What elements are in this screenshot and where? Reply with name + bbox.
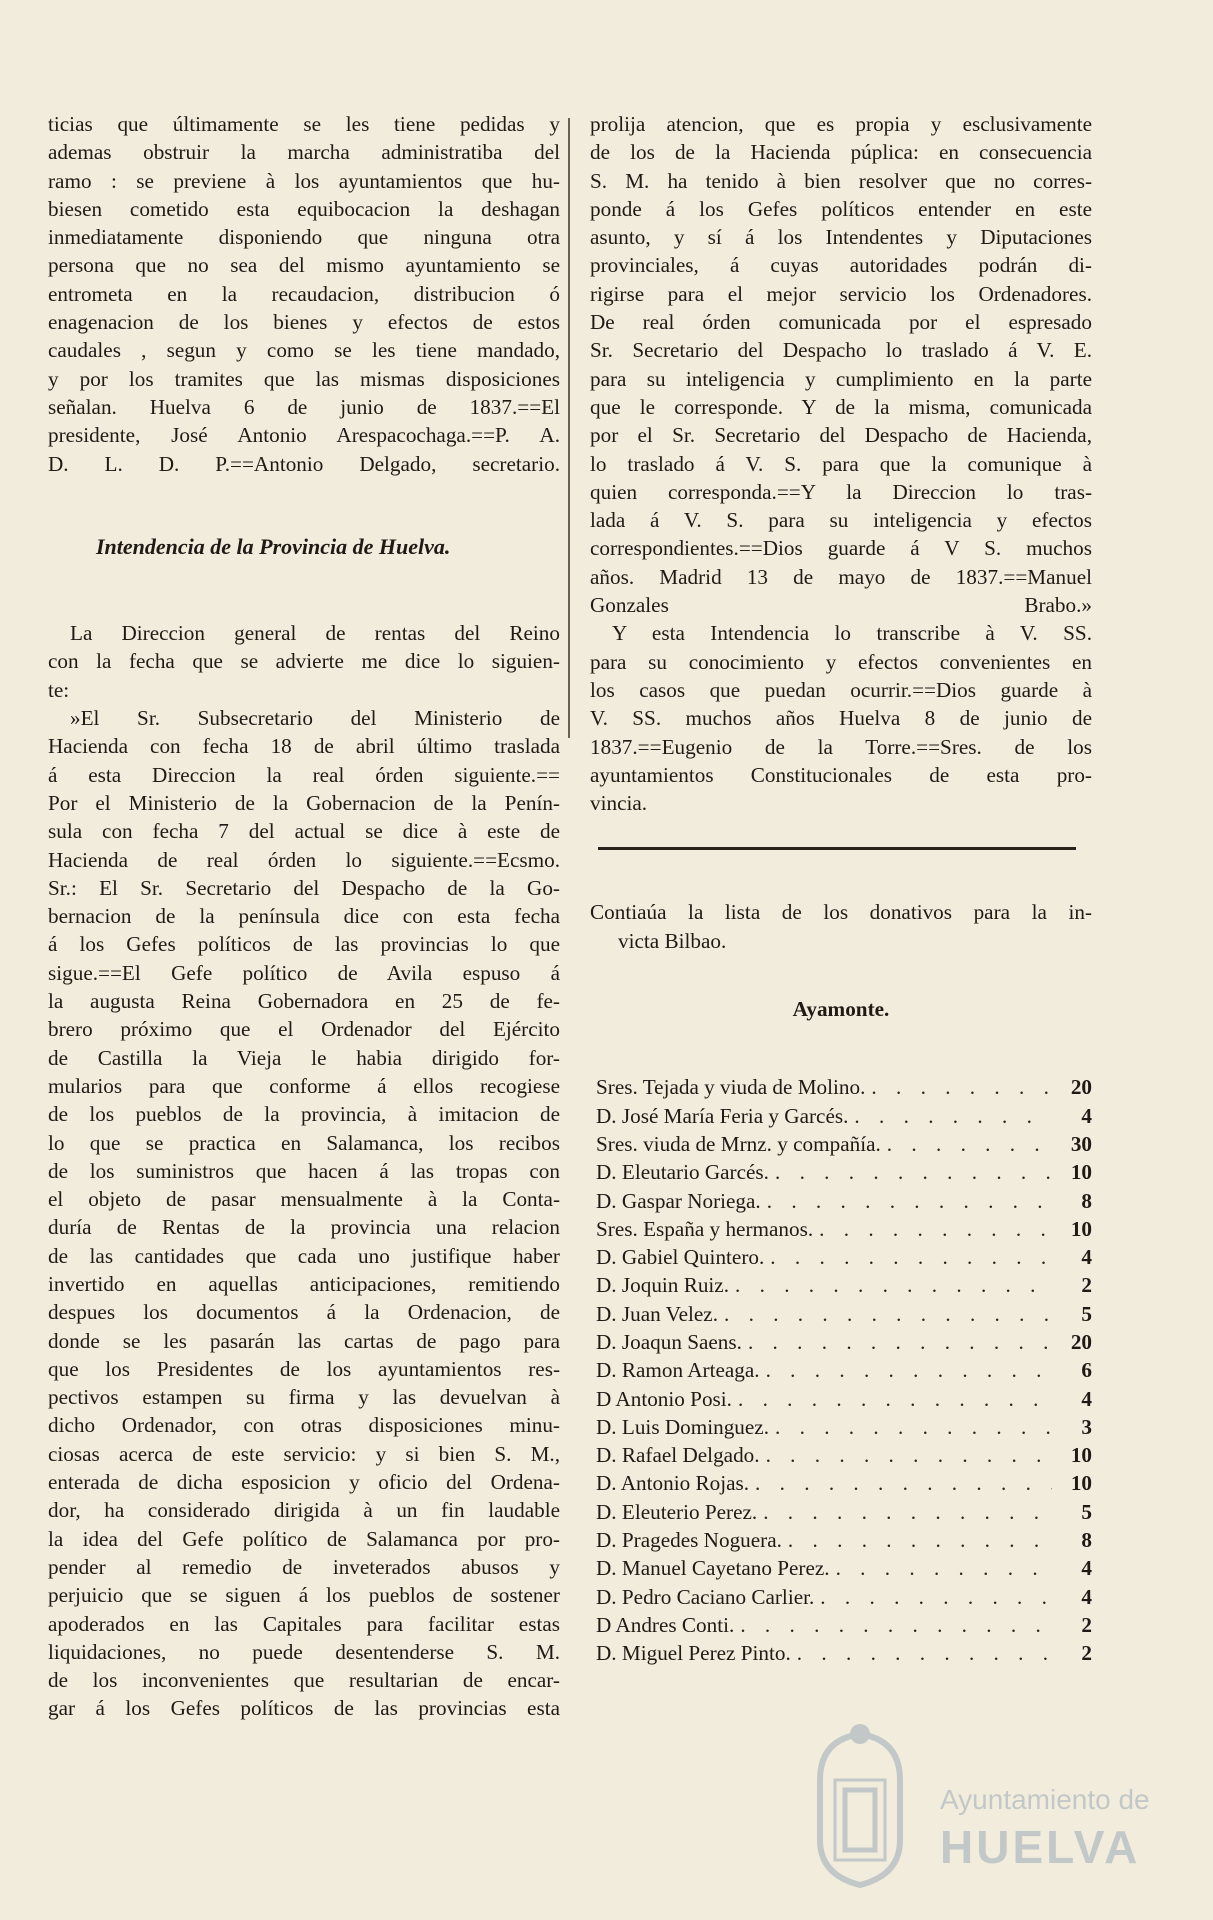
donor-amount: 10: [1070, 1216, 1092, 1241]
text-line: 1837.==Eugenio de la Torre.==Sres. de los: [590, 734, 1092, 759]
leader-dots: [729, 1271, 1052, 1299]
text-line: con la fecha que se advierte me dice lo siguien-: [48, 649, 560, 674]
donor-name: D. Pedro Caciano Carlier.: [596, 1584, 815, 1609]
text-line: »El Sr. Subsecretario del Ministerio de: [70, 706, 560, 731]
text-line: la augusta Reina Gobernadora en 25 de fe-: [48, 989, 560, 1014]
text-line: dicho Ordenador, con otras disposiciones minu-: [48, 1413, 560, 1438]
donor-amount: 8: [1081, 1188, 1092, 1213]
text-line: despues los documentos á la Ordenacion, de: [48, 1300, 560, 1325]
donor-row: [596, 1611, 1092, 1639]
donor-amount: 4: [1081, 1103, 1092, 1128]
text-line: señalan. Huelva 6 de junio de 1837.==El: [48, 394, 560, 419]
leader-dots: [757, 1498, 1052, 1526]
text-line: gar á los Gefes políticos de las provincias esta: [48, 1696, 560, 1721]
donations-heading: [590, 898, 1092, 955]
text-line: la idea del Gefe político de Salamanca por pro-: [48, 1526, 560, 1551]
donor-name: D. Rafael Delgado.: [596, 1443, 760, 1468]
text-line: enagenacion de los bienes y efectos de estos: [48, 310, 560, 335]
donor-name: D. Juan Velez.: [596, 1301, 718, 1326]
text-line: perjuicio que se siguen á los pueblos de sostener: [48, 1583, 560, 1608]
donor-amount: 2: [1081, 1641, 1092, 1666]
text-line: Sr.: El Sr. Secretario del Despacho de la Go-: [48, 875, 560, 900]
donor-name: D. Antonio Rojas.: [596, 1471, 750, 1496]
donor-name: D Antonio Posi.: [596, 1386, 732, 1411]
left-paragraph-3: [48, 704, 560, 1723]
donor-name: D Andres Conti.: [596, 1612, 735, 1637]
left-paragraph-2: [48, 619, 560, 704]
text-line: Hacienda con fecha 18 de abril último traslada: [48, 734, 560, 759]
right-paragraph-2: [590, 619, 1092, 817]
text-line: de los inconvenientes que resultarian de encar-: [48, 1668, 560, 1693]
text-line: De real órden comunicada por el espresado: [590, 310, 1092, 335]
text-line: para su conocimiento y efectos convenientes en: [590, 649, 1092, 674]
town-heading: Ayamonte.: [792, 997, 890, 1022]
donor-amount: 5: [1081, 1301, 1092, 1326]
text-line: á los Gefes políticos de las provincias lo que: [48, 932, 560, 957]
leader-dots: [769, 1158, 1052, 1186]
donor-name: D. Manuel Cayetano Perez.: [596, 1556, 830, 1581]
donor-name: D. Joquin Ruiz.: [596, 1273, 730, 1298]
text-line: sigue.==El Gefe político de Avila espuso á: [48, 960, 560, 985]
text-line: vincia.: [590, 791, 648, 816]
donor-amount: 4: [1081, 1584, 1092, 1609]
leader-dots: [764, 1243, 1052, 1271]
text-line: inmediatamente disponiendo que ninguna otra: [48, 225, 560, 250]
text-line: de las cantidades que cada uno justifique haber: [48, 1243, 560, 1268]
donor-amount: 30: [1070, 1131, 1092, 1156]
section-heading: Intendencia de la Provincia de Huelva.: [96, 533, 451, 559]
text-line: liquidaciones, no puede desentenderse S. M.: [48, 1639, 560, 1664]
donor-row: [596, 1413, 1092, 1441]
leader-dots: [791, 1639, 1052, 1667]
donor-name: D. Eleuterio Perez.: [596, 1499, 758, 1524]
leader-dots: [814, 1583, 1052, 1611]
donor-row: [596, 1073, 1092, 1101]
text-line: correspondientes.==Dios guarde á V S. muchos: [590, 536, 1092, 561]
donor-name: Sres. viuda de Mrnz. y compañía.: [596, 1131, 881, 1156]
leader-dots: [749, 1469, 1052, 1497]
text-line: presidente, José Antonio Arespacochaga.==P. A.: [48, 423, 560, 448]
donor-amount: 3: [1081, 1414, 1092, 1439]
text-line: pectivos estampen su firma y las devuelvan à: [48, 1385, 560, 1410]
text-line: para su inteligencia y cumplimiento en la parte: [590, 366, 1092, 391]
leader-dots: [761, 1187, 1052, 1215]
donor-row: [596, 1583, 1092, 1611]
donor-name: D. Gabiel Quintero.: [596, 1245, 765, 1270]
donor-row: [596, 1130, 1092, 1158]
leader-dots: [813, 1215, 1052, 1243]
text-line: que le corresponde. Y de la misma, comunicada: [590, 394, 1092, 419]
donor-amount: 4: [1081, 1556, 1092, 1581]
donor-name: D. Gaspar Noriega.: [596, 1188, 761, 1213]
leader-dots: [760, 1441, 1052, 1469]
text-line: el objeto de pasar mensualmente à la Conta-: [48, 1187, 560, 1212]
leader-dots: [760, 1356, 1052, 1384]
donor-row: [596, 1639, 1092, 1667]
text-line: apoderados en las Capitales para facilitar estas: [48, 1611, 560, 1636]
text-line: duría de Rentas de la provincia una relacion: [48, 1215, 560, 1240]
donor-amount: 4: [1081, 1245, 1092, 1270]
text-line: La Direccion general de rentas del Reino: [70, 621, 560, 646]
text-line: lo traslado á V. S. para que la comunique à: [590, 451, 1092, 476]
right-paragraph-1: [590, 110, 1092, 619]
donor-amount: 2: [1081, 1612, 1092, 1637]
text-line: Contiaúa la lista de los donativos para la in-: [590, 900, 1092, 925]
donor-amount: 2: [1081, 1273, 1092, 1298]
donor-name: D. José María Feria y Garcés.: [596, 1103, 849, 1128]
text-line: dor, ha considerado dirigida à un fin laudable: [48, 1498, 560, 1523]
text-line: ayuntamientos Constitucionales de esta pro-: [590, 762, 1092, 787]
text-line: quien corresponda.==Y la Direccion lo tras-: [590, 479, 1092, 504]
donor-amount: 6: [1081, 1358, 1092, 1383]
column-divider: [568, 118, 570, 738]
text-line: persona que no sea del mismo ayuntamiento se: [48, 253, 560, 278]
coat-of-arms-icon: [800, 1720, 920, 1890]
donor-row: [596, 1300, 1092, 1328]
text-line: de Castilla la Vieja le habia dirigido for-: [48, 1045, 560, 1070]
donor-amount: 20: [1070, 1329, 1092, 1354]
donor-row: [596, 1215, 1092, 1243]
text-line: D. L. D. P.==Antonio Delgado, secretario.: [48, 451, 560, 476]
donor-row: [596, 1102, 1092, 1130]
donor-name: Sres. Tejada y viuda de Molino.: [596, 1075, 866, 1100]
donor-row: [596, 1328, 1092, 1356]
text-line: que los Presidentes de los ayuntamientos res-: [48, 1356, 560, 1381]
leader-dots: [830, 1554, 1052, 1582]
section-rule: [598, 847, 1076, 850]
donor-row: [596, 1526, 1092, 1554]
donor-row: [596, 1356, 1092, 1384]
text-line: Gonzales Brabo.»: [590, 593, 1092, 618]
text-line: sula con fecha 7 del actual se dice à este de: [48, 819, 560, 844]
left-column: [48, 110, 560, 1723]
text-line: á esta Direccion la real órden siguiente.==: [48, 762, 560, 787]
text-line: ticias que últimamente se les tiene pedidas y: [48, 112, 560, 136]
donor-amount: 5: [1081, 1499, 1092, 1524]
text-line: asunto, y sí á los Intendentes y Diputaciones: [590, 225, 1092, 250]
donor-row: [596, 1243, 1092, 1271]
donor-row: [596, 1385, 1092, 1413]
donor-row: [596, 1554, 1092, 1582]
text-line: victa Bilbao.: [618, 928, 727, 953]
text-line: brero próximo que el Ordenador del Ejército: [48, 1017, 560, 1042]
text-line: caudales , segun y como se les tiene mandado,: [48, 338, 560, 363]
donor-row: [596, 1271, 1092, 1299]
leader-dots: [742, 1328, 1052, 1356]
text-line: de los de la Hacienda púplica: en consecuencia: [590, 140, 1092, 165]
text-line: Hacienda de real órden lo siguiente.==Ecsmo.: [48, 847, 560, 872]
donor-name: D. Luis Dominguez.: [596, 1414, 770, 1439]
text-line: los casos que puedan ocurrir.==Dios guarde à: [590, 677, 1092, 702]
donor-name: D. Miguel Perez Pinto.: [596, 1641, 791, 1666]
leader-dots: [865, 1073, 1052, 1101]
left-paragraph-1: [48, 110, 560, 478]
donor-amount: 10: [1070, 1160, 1092, 1185]
leader-dots: [734, 1611, 1052, 1639]
donor-name: D. Pragedes Noguera.: [596, 1528, 782, 1553]
text-line: ramo : se previene à los ayuntamientos que hu-: [48, 168, 560, 193]
donor-row: [596, 1498, 1092, 1526]
text-line: mularios para que conforme á ellos recogiese: [48, 1073, 560, 1098]
text-line: y por los tramites que las mismas disposiciones: [48, 366, 560, 391]
text-line: rigirse para el mejor servicio los Ordenadores.: [590, 281, 1092, 306]
watermark-city: HUELVA: [940, 1821, 1141, 1873]
text-line: enterada de dicha esposicion y oficio del Ordena-: [48, 1470, 560, 1495]
donor-amount: 10: [1070, 1471, 1092, 1496]
donor-amount: 10: [1070, 1443, 1092, 1468]
text-line: te:: [48, 677, 70, 702]
leader-dots: [769, 1413, 1052, 1441]
text-line: lo que se practica en Salamanca, los recibos: [48, 1130, 560, 1155]
donor-name: D. Joaqun Saens.: [596, 1329, 742, 1354]
donor-name: Sres. España y hermanos.: [596, 1216, 814, 1241]
leader-dots: [848, 1102, 1052, 1130]
donor-row: [596, 1441, 1092, 1469]
text-line: invertido en aquellas anticipaciones, remitiendo: [48, 1271, 560, 1296]
text-line: Sr. Secretario del Despacho lo traslado á V. E.: [590, 338, 1092, 363]
text-line: Y esta Intendencia lo transcribe à V. SS.: [612, 621, 1092, 646]
text-line: de los pueblos de la provincia, à imitacion de: [48, 1102, 560, 1127]
text-line: de los suministros que hacen á las tropas con: [48, 1158, 560, 1183]
donor-row: [596, 1158, 1092, 1186]
text-line: por el Sr. Secretario del Despacho de Hacienda,: [590, 423, 1092, 448]
leader-dots: [732, 1385, 1052, 1413]
text-line: pender al remedio de inveterados abusos y: [48, 1554, 560, 1579]
leader-dots: [881, 1130, 1052, 1158]
text-line: donde se les pasarán las cartas de pago para: [48, 1328, 560, 1353]
leader-dots: [718, 1300, 1052, 1328]
text-line: prolija atencion, que es propia y esclusivamente: [590, 112, 1092, 136]
text-line: ciosas acerca de este servicio: y si bien S. M.,: [48, 1441, 560, 1466]
text-line: ponde á los Gefes políticos entender en este: [590, 196, 1092, 221]
donor-list: [590, 1073, 1092, 1667]
leader-dots: [782, 1526, 1052, 1554]
text-line: provinciales, á cuyas autoridades podrán di-: [590, 253, 1092, 278]
text-line: lada á V. S. para su inteligencia y efectos: [590, 508, 1092, 533]
donor-name: D. Ramon Arteaga.: [596, 1358, 760, 1383]
text-line: biesen cometido esta equibocacion la deshagan: [48, 196, 560, 221]
donor-amount: 20: [1070, 1075, 1092, 1100]
text-line: V. SS. muchos años Huelva 8 de junio de: [590, 706, 1092, 731]
right-column: [590, 110, 1092, 1668]
donor-row: [596, 1469, 1092, 1497]
donor-amount: 4: [1081, 1386, 1092, 1411]
text-line: entrometa en la recaudacion, distribucion ó: [48, 281, 560, 306]
donor-row: [596, 1187, 1092, 1215]
text-line: bernacion de la península dice con esta fecha: [48, 904, 560, 929]
donor-amount: 8: [1081, 1528, 1092, 1553]
text-line: Por el Ministerio de la Gobernacion de la Penín-: [48, 790, 560, 815]
text-line: S. M. ha tenido à bien resolver que no corres-: [590, 168, 1092, 193]
donor-name: D. Eleutario Garcés.: [596, 1160, 769, 1185]
watermark-name: Ayuntamiento de: [940, 1784, 1150, 1815]
text-line: ademas obstruir la marcha administratiba del: [48, 140, 560, 165]
watermark: [800, 1720, 1160, 1900]
text-line: años. Madrid 13 de mayo de 1837.==Manuel: [590, 564, 1092, 589]
